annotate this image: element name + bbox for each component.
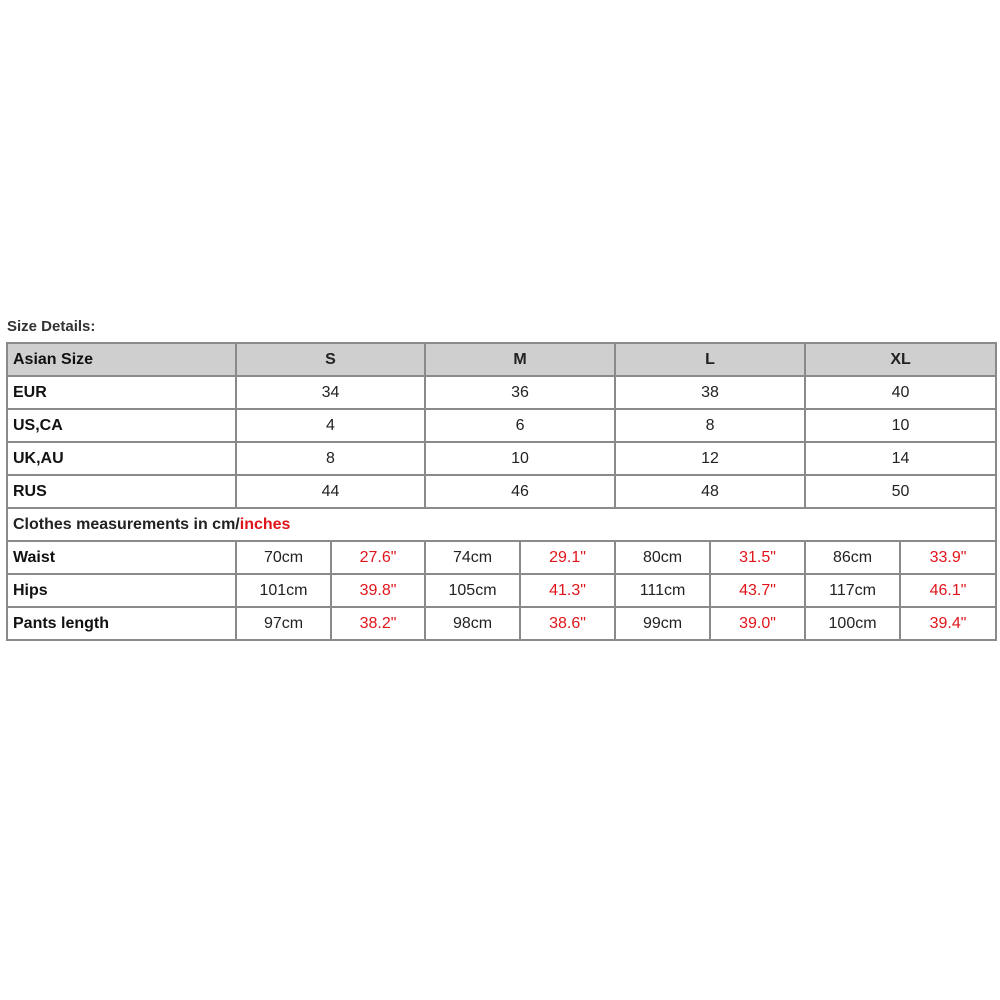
size-cell: 50	[805, 475, 996, 508]
asian-size-label: Asian Size	[7, 343, 236, 376]
size-row-ukau	[7, 442, 996, 475]
size-cell: 10	[805, 409, 996, 442]
inch-cell: 38.6"	[520, 607, 615, 640]
measure-row-hips	[7, 574, 996, 607]
inch-cell: 33.9"	[900, 541, 996, 574]
size-cell: 14	[805, 442, 996, 475]
size-cell: 40	[805, 376, 996, 409]
measurements-section-row	[7, 508, 996, 541]
size-details-caption: Size Details:	[7, 318, 96, 335]
size-m-header: M	[425, 343, 615, 376]
size-cell: 38	[615, 376, 805, 409]
size-xl-header: XL	[805, 343, 996, 376]
inch-cell: 31.5"	[710, 541, 805, 574]
size-cell: 44	[236, 475, 425, 508]
size-cell: 8	[615, 409, 805, 442]
cm-cell: 97cm	[236, 607, 331, 640]
size-cell: 8	[236, 442, 425, 475]
measure-row-waist	[7, 541, 996, 574]
size-cell: 10	[425, 442, 615, 475]
size-row-usca	[7, 409, 996, 442]
size-cell: 46	[425, 475, 615, 508]
cm-cell: 98cm	[425, 607, 520, 640]
cm-cell: 74cm	[425, 541, 520, 574]
cm-cell: 100cm	[805, 607, 900, 640]
row-label: UK,AU	[7, 442, 236, 475]
cm-cell: 80cm	[615, 541, 710, 574]
cm-cell: 117cm	[805, 574, 900, 607]
inch-cell: 39.4"	[900, 607, 996, 640]
inch-cell: 39.0"	[710, 607, 805, 640]
measure-row-pants-length	[7, 607, 996, 640]
inch-cell: 41.3"	[520, 574, 615, 607]
inch-cell: 29.1"	[520, 541, 615, 574]
cm-cell: 111cm	[615, 574, 710, 607]
inches-highlight: inches	[239, 515, 291, 533]
inch-cell: 38.2"	[331, 607, 425, 640]
cm-cell: 101cm	[236, 574, 331, 607]
row-label: Waist	[7, 541, 236, 574]
inch-cell: 39.8"	[331, 574, 425, 607]
size-cell: 48	[615, 475, 805, 508]
inch-cell: 43.7"	[710, 574, 805, 607]
size-s-header: S	[236, 343, 425, 376]
size-cell: 34	[236, 376, 425, 409]
row-label: EUR	[7, 376, 236, 409]
size-cell: 36	[425, 376, 615, 409]
cm-cell: 86cm	[805, 541, 900, 574]
size-cell: 4	[236, 409, 425, 442]
measurements-heading-text: Clothes measurements in cm/	[13, 515, 240, 533]
size-row-rus	[7, 475, 996, 508]
row-label: Hips	[7, 574, 236, 607]
size-row-eur	[7, 376, 996, 409]
row-label: US,CA	[7, 409, 236, 442]
header-row	[7, 343, 996, 376]
inch-cell: 46.1"	[900, 574, 996, 607]
cm-cell: 105cm	[425, 574, 520, 607]
size-chart-table	[6, 342, 997, 641]
row-label: Pants length	[7, 607, 236, 640]
size-cell: 6	[425, 409, 615, 442]
size-l-header: L	[615, 343, 805, 376]
inch-cell: 27.6"	[331, 541, 425, 574]
row-label: RUS	[7, 475, 236, 508]
size-cell: 12	[615, 442, 805, 475]
cm-cell: 99cm	[615, 607, 710, 640]
cm-cell: 70cm	[236, 541, 331, 574]
measurements-heading	[7, 508, 996, 541]
